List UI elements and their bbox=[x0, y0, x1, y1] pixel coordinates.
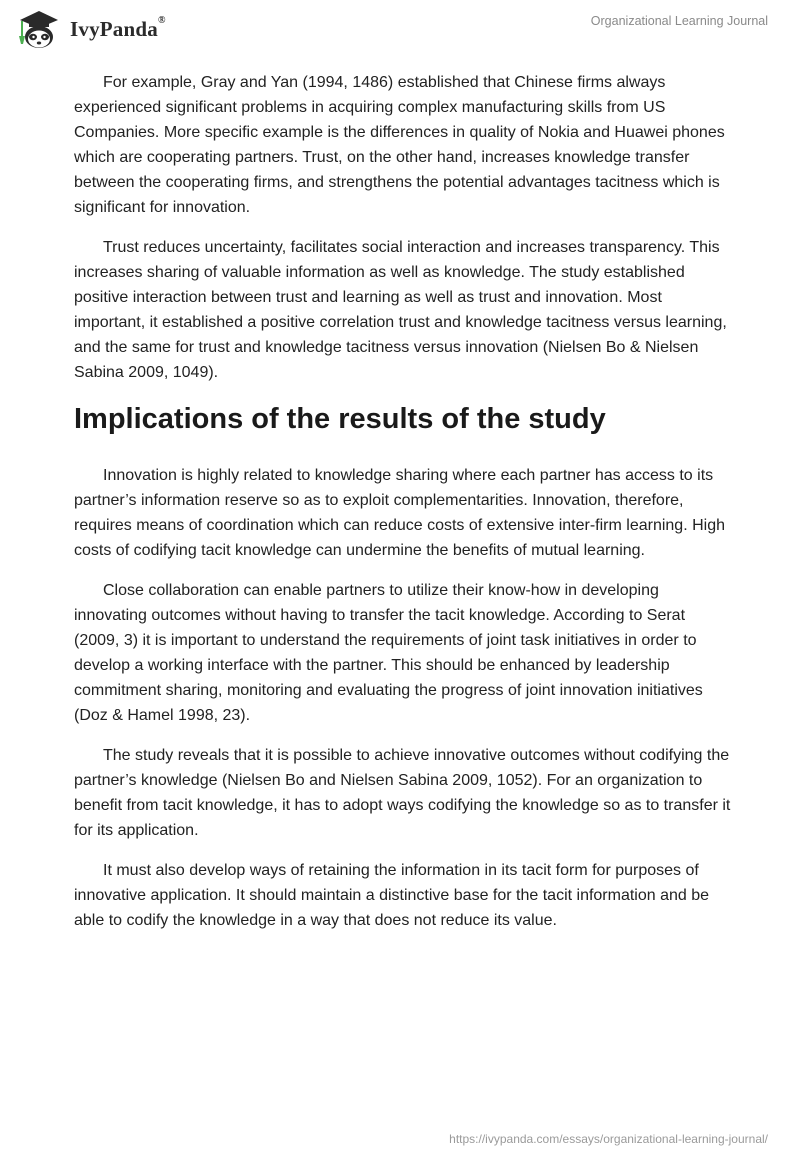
panda-graduate-logo-icon bbox=[14, 8, 64, 50]
paragraph: The study reveals that it is possible to achieve innovative outcomes without codifying the partner’s knowledge (Nielsen Bo and Nielsen Sabina 2009, 1052). For an organization to benefit from tacit knowledge, it has to adopt ways codifying the knowledge so as to transfer it for its application. bbox=[74, 747, 731, 839]
brand-name: IvyPanda® bbox=[70, 14, 166, 41]
document-title: Organizational Learning Journal bbox=[590, 14, 768, 28]
paragraph: Close collaboration can enable partners to utilize their know-how in developing innovating outcomes without having to transfer the tacit knowledge. According to Serat (2009, 3) it is important to understand the requirements of joint task initiatives in order to develop a working interface with the partner. This should be enhanced by leadership commitment sharing, monitoring and evaluating the progress of joint innovation initiatives (Doz & Hamel 1998, 23). bbox=[74, 582, 703, 724]
section-heading: Implications of the results of the study bbox=[74, 403, 606, 435]
paragraph: It must also develop ways of retaining the information in its tacit form for purposes of innovative application. It should maintain a distinctive base for the tacit information and be able to codify the knowledge in a way that does not reduce its value. bbox=[74, 862, 710, 929]
paragraph: Innovation is highly related to knowledge sharing where each partner has access to its partner’s information reserve so as to exploit complementarities. Innovation, therefore, requires means of coordination which can reduce costs of extensive inter-firm learning. High costs of codifying tacit knowledge can undermine the benefits of mutual learning. bbox=[74, 467, 725, 559]
essay-content bbox=[74, 70, 734, 948]
paragraph: Trust reduces uncertainty, facilitates social interaction and increases transparency. This increases sharing of valuable information as well as knowledge. The study established positive interaction between trust and learning as well as trust and innovation. Most important, it established a positive correlation trust and knowledge tacitness versus learning, and the same for trust and knowledge tacitness versus innovation (Nielsen Bo & Nielsen Sabina 2009, 1049). bbox=[74, 239, 727, 381]
page-header bbox=[0, 0, 800, 60]
brand-logo[interactable] bbox=[14, 8, 166, 50]
source-url[interactable]: https://ivypanda.com/essays/organizational-learning-journal/ bbox=[449, 1132, 768, 1146]
paragraph: For example, Gray and Yan (1994, 1486) established that Chinese firms always experienced significant problems in acquiring complex manufacturing skills from US Companies. More specific example is the differences in quality of Nokia and Huawei phones which are cooperating partners. Trust, on the other hand, increases knowledge transfer between the cooperating firms, and strengthens the potential advantages tacitness which is significant for innovation. bbox=[74, 74, 725, 216]
